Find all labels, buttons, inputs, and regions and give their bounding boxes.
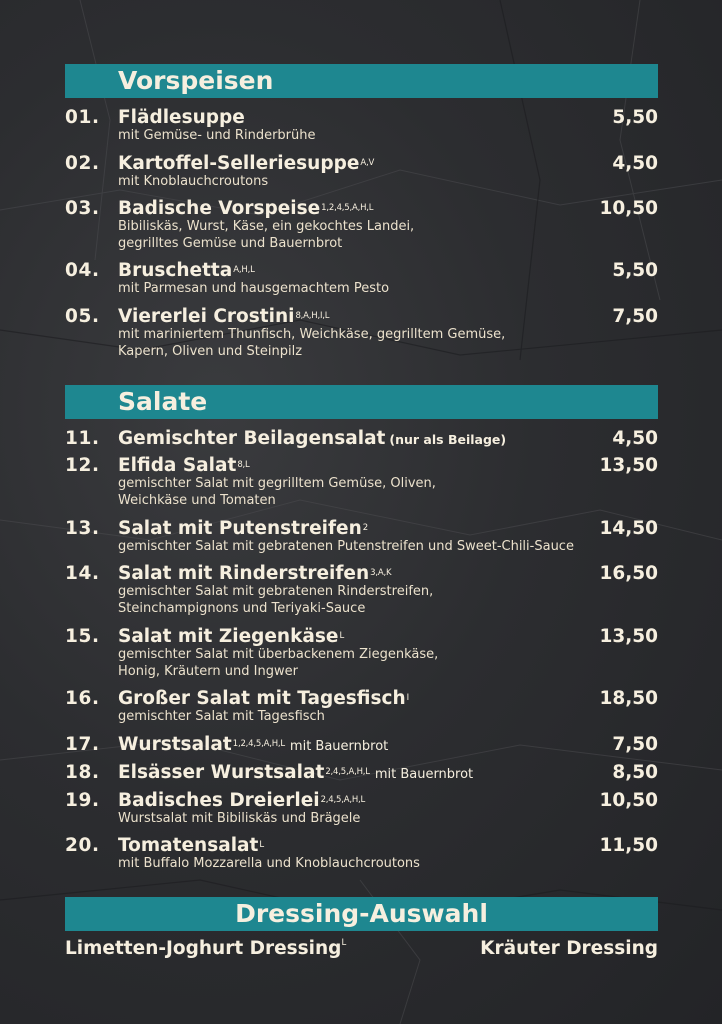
description-line: Honig, Kräutern und Ingwer bbox=[118, 664, 298, 679]
item-price: 10,50 bbox=[599, 198, 658, 219]
item-name: Gemischter Beilagensalat bbox=[118, 428, 386, 449]
description-line: mit Knoblauchcroutons bbox=[118, 174, 269, 189]
item-number: 01. bbox=[65, 107, 100, 128]
description-line: gemischter Salat mit gebratenen Putenstreifen und Sweet-Chili-Sauce bbox=[118, 539, 574, 554]
item-name: Wurstsalat bbox=[118, 734, 232, 755]
section-title: Salate bbox=[118, 387, 208, 416]
description-line: gemischter Salat mit gebratenen Rinderstreifen, bbox=[118, 584, 434, 599]
item-description bbox=[118, 538, 574, 555]
item-description bbox=[118, 218, 414, 252]
section-title: Dressing-Auswahl bbox=[235, 899, 488, 928]
dressing-option bbox=[65, 938, 346, 959]
item-price: 13,50 bbox=[599, 626, 658, 647]
item-name-line bbox=[118, 762, 473, 786]
allergen-codes: 8,A,H,I,L bbox=[295, 311, 330, 321]
dressing-name: Limetten-Joghurt Dressing bbox=[65, 938, 342, 959]
allergen-codes: 8,L bbox=[237, 460, 250, 470]
item-number: 05. bbox=[65, 306, 100, 327]
item-description bbox=[118, 855, 420, 872]
allergen-codes: 3,A,K bbox=[370, 568, 392, 578]
description-line: gemischter Salat mit gegrilltem Gemüse, Oliven, bbox=[118, 476, 436, 491]
allergen-codes: 1,2,4,5,A,H,L bbox=[321, 203, 374, 213]
item-price: 4,50 bbox=[612, 428, 658, 449]
item-number: 12. bbox=[65, 455, 100, 476]
item-name-line bbox=[118, 790, 365, 812]
item-description bbox=[118, 280, 389, 297]
allergen-codes: 2,4,5,A,H,L bbox=[325, 767, 370, 777]
description-line: mit Parmesan und hausgemachtem Pesto bbox=[118, 281, 390, 296]
item-price: 7,50 bbox=[612, 734, 658, 755]
item-description bbox=[118, 583, 433, 617]
item-number: 15. bbox=[65, 626, 100, 647]
item-name-line bbox=[118, 306, 329, 328]
item-price: 5,50 bbox=[612, 107, 658, 128]
item-price: 5,50 bbox=[612, 260, 658, 281]
description-line: Steinchampignons und Teriyaki-Sauce bbox=[118, 601, 366, 616]
item-name-line bbox=[118, 563, 391, 585]
section-header-vorspeisen bbox=[65, 64, 658, 98]
description-line: gemischter Salat mit Tagesfisch bbox=[118, 709, 325, 724]
item-name: Badische Vorspeise bbox=[118, 198, 321, 219]
item-name-line bbox=[118, 734, 388, 758]
item-name-line bbox=[118, 107, 245, 129]
item-price: 10,50 bbox=[599, 790, 658, 811]
description-line: Kapern, Oliven und Steinpilz bbox=[118, 344, 303, 359]
item-number: 19. bbox=[65, 790, 100, 811]
item-price: 18,50 bbox=[599, 688, 658, 709]
description-line: gemischter Salat mit überbackenem Ziegenkäse, bbox=[118, 647, 439, 662]
item-price: 16,50 bbox=[599, 563, 658, 584]
section-title: Vorspeisen bbox=[118, 66, 274, 95]
item-number: 04. bbox=[65, 260, 100, 281]
allergen-codes: 1,2,4,5,A,H,L bbox=[232, 739, 285, 749]
item-inline-description: mit Bauernbrot bbox=[374, 767, 474, 782]
item-name: Kartoffel-Selleriesuppe bbox=[118, 153, 360, 174]
item-name-line bbox=[118, 835, 264, 857]
item-name-line bbox=[118, 198, 373, 220]
item-name-line bbox=[118, 688, 409, 710]
item-name: Flädlesuppe bbox=[118, 107, 245, 128]
dressing-option bbox=[480, 938, 658, 959]
item-name: Elfida Salat bbox=[118, 455, 237, 476]
item-name: Elsässer Wurstsalat bbox=[118, 762, 325, 783]
item-number: 13. bbox=[65, 518, 100, 539]
item-name-line bbox=[118, 428, 506, 451]
allergen-codes: I bbox=[406, 693, 409, 703]
item-number: 02. bbox=[65, 153, 100, 174]
allergen-codes: A,V bbox=[360, 158, 375, 168]
allergen-codes: L bbox=[259, 840, 264, 850]
item-name: Großer Salat mit Tagesfisch bbox=[118, 688, 406, 709]
item-number: 17. bbox=[65, 734, 100, 755]
allergen-codes: 2,4,5,A,H,L bbox=[320, 795, 366, 805]
allergen-codes: L bbox=[339, 631, 344, 641]
item-name: Bruschetta bbox=[118, 260, 233, 281]
dressing-name: Kräuter Dressing bbox=[480, 938, 658, 959]
item-price: 11,50 bbox=[599, 835, 658, 856]
item-description bbox=[118, 326, 505, 360]
description-line: Bibiliskäs, Wurst, Käse, ein gekochtes Landei, bbox=[118, 219, 415, 234]
description-line: mit Gemüse- und Rinderbrühe bbox=[118, 128, 316, 143]
item-number: 14. bbox=[65, 563, 100, 584]
item-description bbox=[118, 173, 268, 190]
description-line: mit Buffalo Mozzarella und Knoblauchcroutons bbox=[118, 856, 420, 871]
item-number: 20. bbox=[65, 835, 100, 856]
item-description bbox=[118, 127, 316, 144]
allergen-codes: 2 bbox=[362, 523, 368, 533]
item-name: Badisches Dreierlei bbox=[118, 790, 320, 811]
allergen-codes: A,H,L bbox=[233, 265, 255, 275]
item-name-line bbox=[118, 153, 374, 175]
section-header-dressing bbox=[65, 897, 658, 931]
item-note: (nur als Beilage) bbox=[389, 432, 507, 447]
item-name-line bbox=[118, 518, 368, 540]
item-number: 11. bbox=[65, 428, 100, 449]
item-name: Salat mit Rinderstreifen bbox=[118, 563, 370, 584]
item-name: Salat mit Ziegenkäse bbox=[118, 626, 339, 647]
item-price: 4,50 bbox=[612, 153, 658, 174]
item-description bbox=[118, 646, 438, 680]
item-name: Viererlei Crostini bbox=[118, 306, 295, 327]
item-name-line bbox=[118, 455, 250, 477]
description-line: Weichkäse und Tomaten bbox=[118, 493, 276, 508]
item-number: 03. bbox=[65, 198, 100, 219]
item-name: Salat mit Putenstreifen bbox=[118, 518, 362, 539]
item-price: 8,50 bbox=[612, 762, 658, 783]
item-name-line bbox=[118, 626, 344, 648]
item-description bbox=[118, 475, 436, 509]
section-header-salate bbox=[65, 385, 658, 419]
item-inline-description: mit Bauernbrot bbox=[289, 739, 389, 754]
description-line: mit mariniertem Thunfisch, Weichkäse, gegrilltem Gemüse, bbox=[118, 327, 506, 342]
item-price: 13,50 bbox=[599, 455, 658, 476]
item-name: Tomatensalat bbox=[118, 835, 259, 856]
item-number: 18. bbox=[65, 762, 100, 783]
item-price: 14,50 bbox=[599, 518, 658, 539]
description-line: gegrilltes Gemüse und Bauernbrot bbox=[118, 236, 343, 251]
item-number: 16. bbox=[65, 688, 100, 709]
item-description bbox=[118, 810, 360, 827]
description-line: Wurstsalat mit Bibiliskäs und Brägele bbox=[118, 811, 361, 826]
allergen-codes: L bbox=[341, 938, 347, 948]
item-description bbox=[118, 708, 325, 725]
item-name-line bbox=[118, 260, 255, 282]
item-price: 7,50 bbox=[612, 306, 658, 327]
